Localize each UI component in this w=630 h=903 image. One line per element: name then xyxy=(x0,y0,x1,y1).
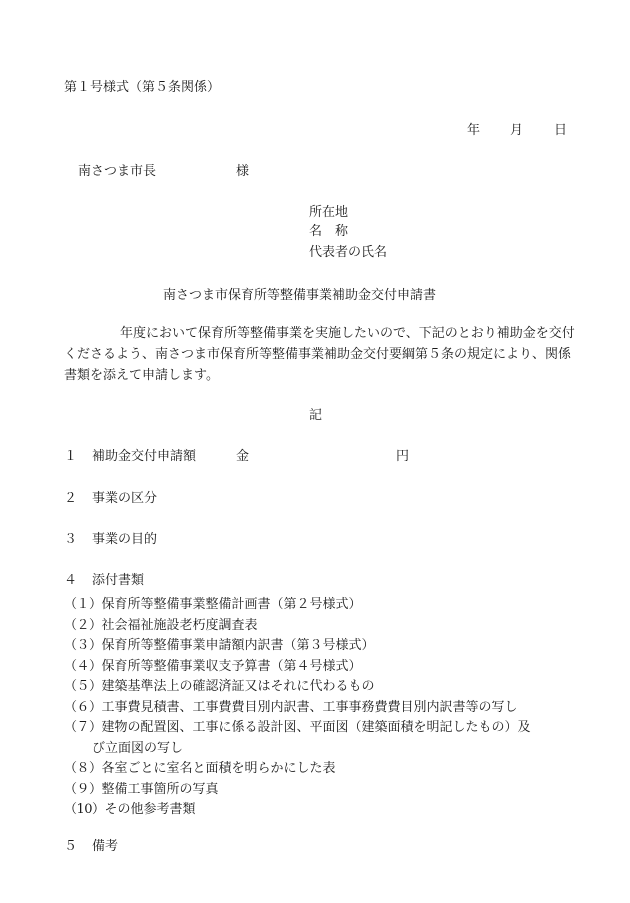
attachment-item xyxy=(64,657,584,678)
attachment-text: 保育所等整備事業整備計画書（第２号様式） xyxy=(101,597,362,612)
amount-kin-label: 金 xyxy=(236,449,250,464)
ki-heading: 記 xyxy=(309,408,323,423)
attachment-text: 各室ごとに室名と面積を明らかにした表 xyxy=(101,761,336,776)
attachment-number: （２） xyxy=(64,617,102,633)
attachment-item xyxy=(64,636,584,657)
attachment-item xyxy=(64,595,584,616)
section-3-label: 事業の目的 xyxy=(92,532,158,547)
attachment-number: （８） xyxy=(64,761,102,776)
attachment-text: 保育所等整備事業収支予算書（第４号様式） xyxy=(101,658,362,674)
section-3-number: ３ xyxy=(64,532,78,547)
attachment-text: 社会福祉施設老朽度調査表 xyxy=(101,617,258,633)
application-body xyxy=(64,323,580,386)
date-day-label: 日 xyxy=(554,123,568,138)
attachment-number: （６） xyxy=(64,699,102,715)
attachment-item xyxy=(64,759,584,780)
addressee-name: 南さつま市長 xyxy=(78,164,157,179)
section-4-number: ４ xyxy=(64,573,78,588)
attachment-text: 整備工事箇所の写真 xyxy=(101,781,219,797)
attachment-text: その他参考書類 xyxy=(104,802,196,817)
attachment-number: （５） xyxy=(64,679,102,694)
attachment-list xyxy=(64,595,584,821)
attachment-text: 建築基準法上の確認済証又はそれに代わるもの xyxy=(101,679,375,694)
section-2-label: 事業の区分 xyxy=(92,491,158,506)
applicant-name-label: 名 称 xyxy=(309,224,349,239)
attachment-text: 建物の配置図、工事に係る設計図、平面図（建築面積を明記したもの）及 xyxy=(101,720,531,735)
application-body-text: 年度において保育所等整備事業を実施したいので、下記のとおり補助金を交付くださるよう、南さつま市保育所等整備事業補助金交付要綱第５条の規定により、関係書類を添えて申請します。 xyxy=(64,326,575,383)
attachment-number: （３） xyxy=(64,638,102,653)
document-title: 南さつま市保育所等整備事業補助金交付申請書 xyxy=(163,288,437,303)
amount-yen-label: 円 xyxy=(396,449,410,464)
attachment-number: （10） xyxy=(64,802,105,817)
section-2-number: ２ xyxy=(64,491,78,506)
attachment-text: 保育所等整備事業申請額内訳書（第３号様式） xyxy=(101,638,375,653)
attachment-number: （４） xyxy=(64,658,102,674)
section-5-label: 備考 xyxy=(92,839,119,854)
applicant-representative-label: 代表者の氏名 xyxy=(309,245,388,260)
form-number: 第１号様式（第５条関係） xyxy=(64,80,221,95)
attachment-item xyxy=(64,780,584,801)
attachment-item xyxy=(64,677,584,698)
applicant-address-label: 所在地 xyxy=(309,205,349,220)
attachment-text: 工事費見積書、工事費費目別内訳書、工事事務費費目別内訳書等の写し xyxy=(101,699,518,715)
date-month-label: 月 xyxy=(510,123,524,138)
attachment-item xyxy=(64,800,584,821)
attachment-item xyxy=(64,616,584,637)
section-1-label: 補助金交付申請額 xyxy=(92,449,197,464)
section-5-number: ５ xyxy=(64,839,78,854)
attachment-number: （７） xyxy=(64,720,102,735)
section-1-number: １ xyxy=(64,449,78,464)
attachment-item xyxy=(64,718,584,739)
attachment-number: （１） xyxy=(64,597,102,612)
attachment-number: （９） xyxy=(64,781,102,797)
attachment-item xyxy=(64,698,584,719)
addressee-honorific: 様 xyxy=(236,164,250,179)
section-4-label: 添付書類 xyxy=(92,573,145,588)
date-year-label: 年 xyxy=(467,123,481,138)
attachment-continuation: び立面図の写し xyxy=(92,740,184,756)
